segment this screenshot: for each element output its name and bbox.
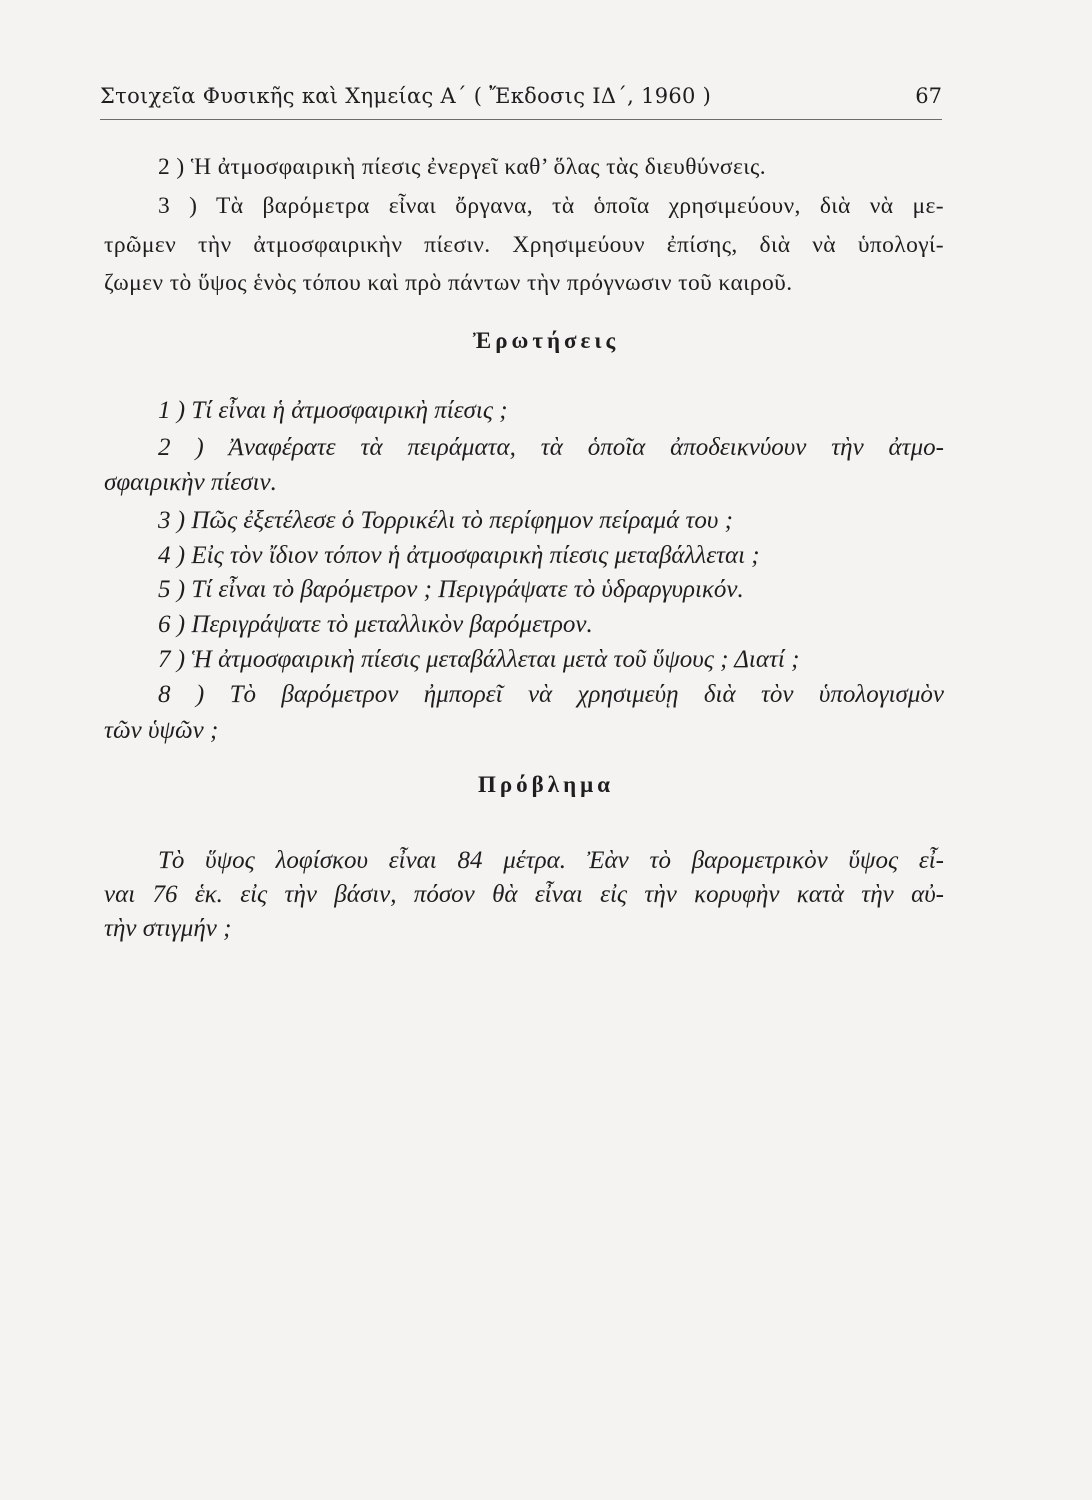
question-item: 1 ) Τί εἶναι ἡ ἀτμοσφαιρικὴ πίεσις ; [158,397,508,424]
question-item: 6 ) Περιγράψατε τὸ μεταλλικὸν βαρόμετρον. [158,611,593,638]
question-item: 8 ) Τὸ βαρόμετρον ἠμπορεῖ νὰ χρησιμεύῃ διὰ τὸν ὑπολογισμὸν [158,681,944,708]
page-number: 67 [915,84,942,108]
questions-heading: Ἐρωτήσεις [472,328,620,353]
header-rule [100,119,942,120]
question-item: τῶν ὑψῶν ; [104,717,219,744]
running-title: Στοιχεῖα Φυσικῆς καὶ Χημείας Α΄ ( Ἔκδοσις ΙΔ΄, 1960 ) [100,84,712,108]
summary-line: ζωμεν τὸ ὕψος ἑνὸς τόπου καὶ πρὸ πάντων τὴν πρόγνωσιν τοῦ καιροῦ. [104,270,793,296]
problem-line: ναι 76 ἑκ. εἰς τὴν βάσιν, πόσον θὰ εἶναι εἰς τὴν κορυφὴν κατὰ τὴν αὐ- [104,881,944,908]
question-item: 2 ) Ἀναφέρατε τὰ πειράματα, τὰ ὁποῖα ἀποδεικνύουν τὴν ἀτμο- [158,434,944,461]
question-item: 5 ) Τί εἶναι τὸ βαρόμετρον ; Περιγράψατε τὸ ὑδραργυρικόν. [158,576,744,603]
summary-line: 3 ) Τὰ βαρόμετρα εἶναι ὄργανα, τὰ ὁποῖα χρησιμεύουν, διὰ νὰ με- [158,193,944,219]
problem-line: τὴν στιγμήν ; [104,915,232,942]
question-item: 3 ) Πῶς ἐξετέλεσε ὁ Τορρικέλι τὸ περίφημον πείραμά του ; [158,507,733,534]
question-item: σφαιρικὴν πίεσιν. [104,469,277,496]
problem-heading: Πρόβλημα [477,772,615,797]
summary-line: τρῶμεν τὴν ἀτμοσφαιρικὴν πίεσιν. Χρησιμεύουν ἐπίσης, διὰ νὰ ὑπολογί- [104,232,944,258]
question-item: 4 ) Εἰς τὸν ἴδιον τόπον ἡ ἀτμοσφαιρικὴ πίεσις μεταβάλλεται ; [158,542,760,569]
problem-line: Τὸ ὕψος λοφίσκου εἶναι 84 μέτρα. Ἐὰν τὸ βαρομετρικὸν ὕψος εἶ- [158,847,944,874]
page-header [100,84,942,114]
question-item: 7 ) Ἡ ἀτμοσφαιρικὴ πίεσις μεταβάλλεται μετὰ τοῦ ὕψους ; Διατί ; [158,646,800,673]
summary-line: 2 ) Ἡ ἀτμοσφαιρικὴ πίεσις ἐνεργεῖ καθ’ ὅλας τὰς διευθύνσεις. [158,154,766,180]
